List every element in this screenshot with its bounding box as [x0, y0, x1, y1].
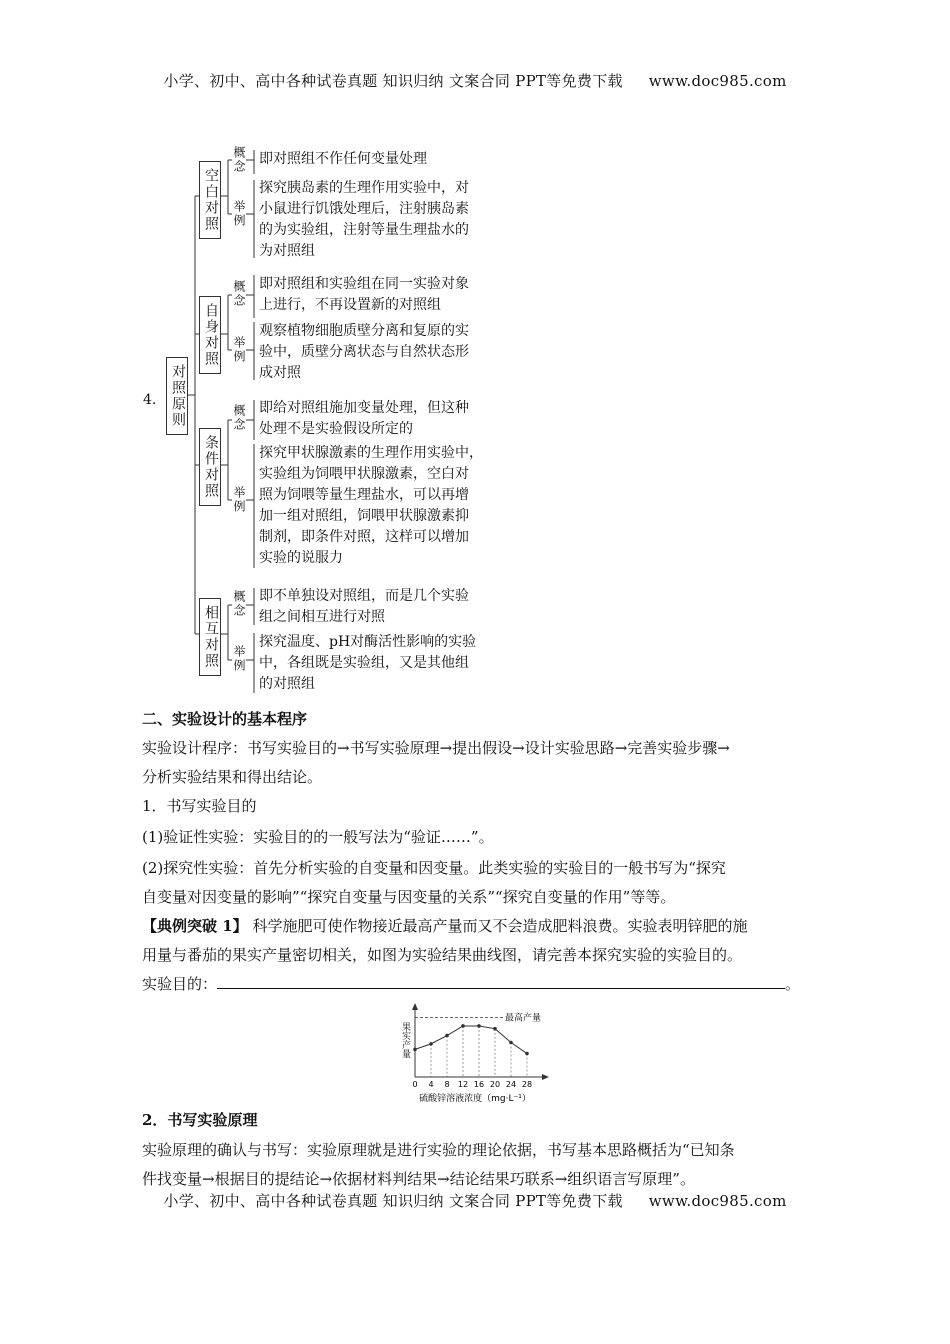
x-axis-arrow — [542, 1074, 549, 1080]
yield-line — [415, 1026, 527, 1054]
x-tick-label: 20 — [489, 1080, 501, 1089]
example-label: 举例 — [232, 486, 246, 514]
item1-a: (1)验证性实验：实验目的的一般写法为“验证……”。 — [142, 828, 494, 846]
example-label: 举例 — [232, 200, 246, 228]
example-tag: 【典例突破 1】 — [142, 917, 248, 935]
group-blank-control: 空白对照 — [199, 161, 221, 239]
example-text: 探究甲状腺激素的生理作用实验中， 实验组为饲喂甲状腺激素，空白对 照为饲喂等量生理盐水，可以再增 加一组对照组，饲喂甲状腺激素抑 制剂，即条件对照，这样可以增加 实验的说服力 — [259, 445, 483, 566]
procedure-text: 实验设计程序：书写实验目的→书写实验原理→提出假设→设计实验思路→完善实验步骤→ 分析实验结果和得出结论。 — [142, 739, 730, 786]
footer-text: 小学、初中、高中各种试卷真题 知识归纳 文案合同 PPT等免费下载 — [163, 1192, 623, 1210]
item1-title: 1．书写实验目的 — [142, 797, 257, 815]
group-mutual-control: 相互对照 — [199, 598, 221, 676]
example-text: 探究温度、pH对酶活性影响的实验 中，各组既是实验组，又是其他组 的对照组 — [259, 634, 477, 692]
concept-label: 概念 — [232, 404, 246, 432]
yield-chart — [395, 1000, 560, 1105]
example-problem: 【典例突破 1】 科学施肥可使作物接近最高产量而又不会造成肥料浪费。实验表明锌肥的施 用量与番茄的果实产量密切相关，如图为实验结果曲线图，请完善本探究实验的实验目的。 实验目的： 。 — [142, 917, 801, 993]
group-self-control: 自身对照 — [199, 296, 221, 374]
y-axis-arrow — [412, 1003, 418, 1010]
example-label: 举例 — [232, 645, 246, 673]
y-axis-label: 果实产量 — [400, 1022, 410, 1058]
header-text: 小学、初中、高中各种试卷真题 知识归纳 文案合同 PPT等免费下载 — [163, 72, 623, 90]
data-point — [429, 1042, 433, 1046]
data-point — [493, 1027, 497, 1031]
item2-text: 实验原理的确认与书写：实验原理就是进行实验的理论依据，书写基本思路概括为“已知条 件找变量→根据目的提结论→依据材料判结果→结论结果巧联系→组织语言写原理”。 — [142, 1141, 735, 1188]
example-label: 举例 — [232, 336, 246, 364]
data-point — [509, 1041, 513, 1045]
x-tick-label: 12 — [457, 1080, 469, 1089]
x-tick-label: 24 — [505, 1080, 517, 1089]
concept-text: 即不单独设对照组，而是几个实验 组之间相互进行对照 — [259, 588, 469, 625]
x-tick-label: 28 — [521, 1080, 533, 1089]
concept-text: 即给对照组施加变量处理，但这种 处理不是实验假设所定的 — [259, 400, 469, 437]
data-point — [445, 1034, 449, 1038]
example-text: 观察植物细胞质壁分离和复原的实 验中，质壁分离状态与自然状态形 成对照 — [259, 323, 469, 381]
data-point — [525, 1052, 529, 1056]
concept-label: 概念 — [232, 280, 246, 308]
data-point — [413, 1048, 417, 1052]
item1-b: (2)探究性实验：首先分析实验的自变量和因变量。此类实验的实验目的一般书写为“探究 自变量对因变量的影响”“探究自变量与因变量的关系”“探究自变量的作用”等等。 — [142, 859, 726, 906]
answer-blank[interactable] — [217, 970, 785, 989]
x-axis-label: 硫酸锌溶液浓度（mg·L⁻¹） — [419, 1094, 531, 1104]
page-footer — [0, 1190, 950, 1211]
example-text: 探究胰岛素的生理作用实验中，对 小鼠进行饥饿处理后，注射胰岛素 的为实验组，注射等量生理盐水的 为对照组 — [259, 180, 469, 259]
concept-text: 即对照组不作任何变量处理 — [259, 151, 427, 167]
data-point — [461, 1024, 465, 1028]
concept-label: 概念 — [232, 146, 246, 174]
data-point — [477, 1024, 481, 1028]
tree-root: 对照原则 — [166, 357, 188, 435]
footer-site: www.doc985.com — [648, 1192, 787, 1210]
x-tick-label: 4 — [428, 1080, 434, 1089]
concept-label: 概念 — [232, 590, 246, 618]
group-condition-control: 条件对照 — [199, 428, 221, 506]
section-title: 二、实验设计的基本程序 — [142, 710, 308, 728]
item2-title: 2．书写实验原理 — [142, 1111, 258, 1129]
tree-number: 4. — [143, 392, 157, 408]
concept-text: 即对照组和实验组在同一实验对象 上进行，不再设置新的对照组 — [259, 276, 469, 313]
header-site: www.doc985.com — [648, 72, 787, 90]
x-tick-label: 8 — [444, 1080, 450, 1089]
x-tick-label: 0 — [412, 1080, 418, 1089]
max-yield-annotation: 最高产量 — [505, 1013, 542, 1024]
x-tick-label: 16 — [473, 1080, 485, 1089]
